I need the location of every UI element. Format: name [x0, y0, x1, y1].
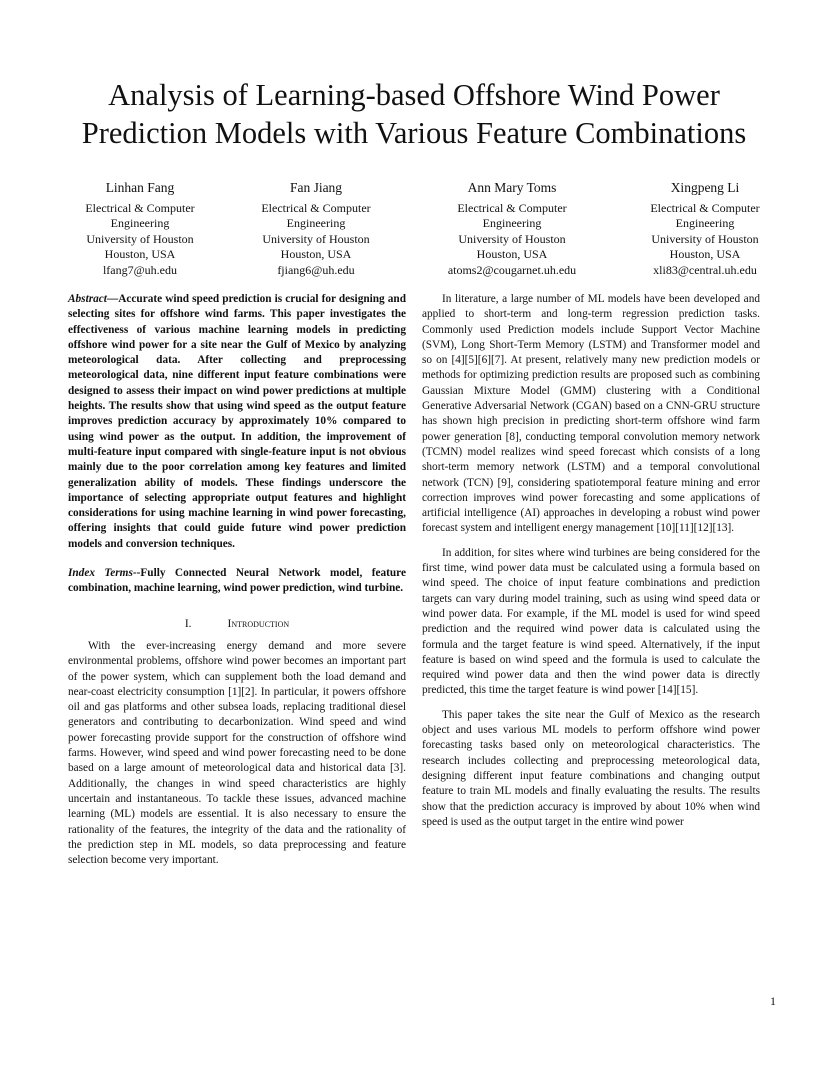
author-card — [417, 180, 607, 278]
author-name: Ann Mary Toms — [467, 180, 557, 195]
author-email: atoms2@cougarnet.uh.edu — [447, 262, 577, 277]
author-location: Houston, USA — [280, 247, 352, 261]
author-block — [45, 180, 795, 280]
section-number: I. — [184, 617, 192, 630]
left-column — [68, 292, 406, 868]
abstract-label: Abstract — [68, 293, 107, 305]
index-terms-text: --Fully Connected Neural Network model, feature combination, machine learning, wind power prediction, wind turbine. — [68, 567, 406, 595]
author-email: xli83@central.uh.edu — [653, 262, 757, 277]
author-department: Electrical & Computer — [85, 200, 195, 215]
author-university: University of Houston — [651, 231, 759, 246]
author-name: Xingpeng Li — [670, 180, 740, 195]
body-paragraph: In addition, for sites where wind turbines are being considered for the first time, wind power data must be calculated using a formula based on wind speed. The choice of input feature combinations and prediction targets can vary during model training, such as using wind speed data or wind power data. For example, if the ML model is used for wind speed prediction and the required wind power data is calculated using the formula and the target feature is wind speed. Alternatively, if the input feature is based on wind speed and the formula is used to calculate the required wind power data and then the wind power data is directly predicted, this time the target feature is wind power [14][15]. — [422, 546, 760, 697]
index-terms-label: Index Terms — [68, 567, 133, 580]
body-paragraph: This paper takes the site near the Gulf of Mexico as the research object and uses various ML models to perform offshore wind power forecasting tasks based only on meteorological characteristics. The research includes collecting and preprocessing meteorological data, designing different input feature combinations and changing output feature to train ML models and finally evaluating the results. The results show that the prediction accuracy is improved by about 10% when wind speed is used as the output target in the entire wind power — [422, 708, 760, 828]
author-department: Engineering — [675, 216, 735, 230]
author-card — [610, 180, 800, 278]
author-card — [45, 180, 235, 278]
body-paragraph: In literature, a large number of ML models have been developed and applied to short-term and long-term regression prediction tasks. Commonly used Prediction models include Support Vector Machine (SVM), Long Short-Term Memory (LSTM) and Transformer model and so on [4][5][6][7]. At present, relatively many new prediction models or methods for optimizing prediction results are proposed such as combining Gaussian Mixture Model (GMM) clustering with a Conditional Generative Adversarial Network (CGAN) based on a CNN-GRU structure has shown high precision in predicting short-term offshore wind farm power generation [8], conducting temporal convolution memory network (TCMN) model realizes wind speed forecast which consists of a long short-term memory network (LSTM) and a temporal convolutional network (TCN) [9], considering spatiotemporal feature mining and error correction improves wind power forecasting and some applications of artificial intelligence (AI) approaches in developing a robust wind power forecast system and intelligent energy management [10][11][12][13]. — [422, 293, 760, 535]
author-location: Houston, USA — [476, 247, 548, 261]
body-paragraph: With the ever-increasing energy demand and more severe environmental problems, offshore wind power becomes an important part of the power system, which can supplement both the load demand and near-coast electricity consumption [1][2]. In particular, it powers offshore oil and gas platforms and other subsea loads, replacing traditional diesel generators and contributing to decarbonization. Wind speed and wind power forecasting provide support for the construction of offshore wind farms. However, wind speed and wind power forecasting need to be done based on a large amount of meteorological data and historical data [3]. Additionally, the changes in wind speed characteristics are highly uncertain and instantaneous. To tackle these issues, advanced machine learning (ML) models are essential. It is also necessary to ensure the rationality of the features, the integrity of the data and the rationality of the prediction step in ML models, so data preprocessing and feature selection become very important. — [68, 639, 406, 867]
abstract — [68, 292, 406, 552]
author-university: University of Houston — [458, 231, 566, 246]
author-name: Linhan Fang — [105, 180, 175, 195]
author-department: Electrical & Computer — [457, 200, 567, 215]
author-name: Fan Jiang — [289, 180, 343, 195]
author-department: Engineering — [286, 216, 346, 230]
author-location: Houston, USA — [104, 247, 176, 261]
author-email: lfang7@uh.edu — [102, 262, 178, 277]
abstract-text: —Accurate wind speed prediction is crucial for designing and selecting sites for offshore wind farms. This paper investigates the effectiveness of various machine learning models in predicting offshore wind power for a site near the Gulf of Mexico by analyzing meteorological data. After collecting and preprocessing meteorological data, nine different input feature combinations were designed to assess their impact on wind power predictions at multiple heights. The results show that using wind speed as the output feature improves prediction accuracy by approximately 10% compared to using wind power as the output. In addition, the improvement of multi-feature input compared with single-feature input is not obvious mainly due to the poor correlation among key features and limited generalization ability of models. These findings underscore the importance of selecting appropriate output features and highlight considerations for using machine learning in wind power forecasting, offering insights that could guide future wind power prediction models and conversion techniques. — [68, 293, 406, 550]
right-column — [422, 292, 760, 830]
author-department: Engineering — [482, 216, 542, 230]
author-university: University of Houston — [262, 231, 370, 246]
page-number: 1 — [770, 994, 776, 1008]
author-department: Electrical & Computer — [650, 200, 760, 215]
title-line: Analysis of Learning-based Offshore Wind Power — [108, 78, 720, 112]
author-university: University of Houston — [86, 231, 194, 246]
author-email: fjiang6@uh.edu — [277, 262, 355, 277]
author-department: Engineering — [110, 216, 170, 230]
author-department: Electrical & Computer — [261, 200, 371, 215]
author-card — [221, 180, 411, 278]
author-location: Houston, USA — [669, 247, 741, 261]
index-terms — [68, 566, 406, 597]
paper-title — [40, 76, 788, 152]
section-title: Introduction — [227, 617, 290, 630]
section-heading — [68, 617, 406, 632]
title-line: Prediction Models with Various Feature Combinations — [81, 116, 747, 150]
